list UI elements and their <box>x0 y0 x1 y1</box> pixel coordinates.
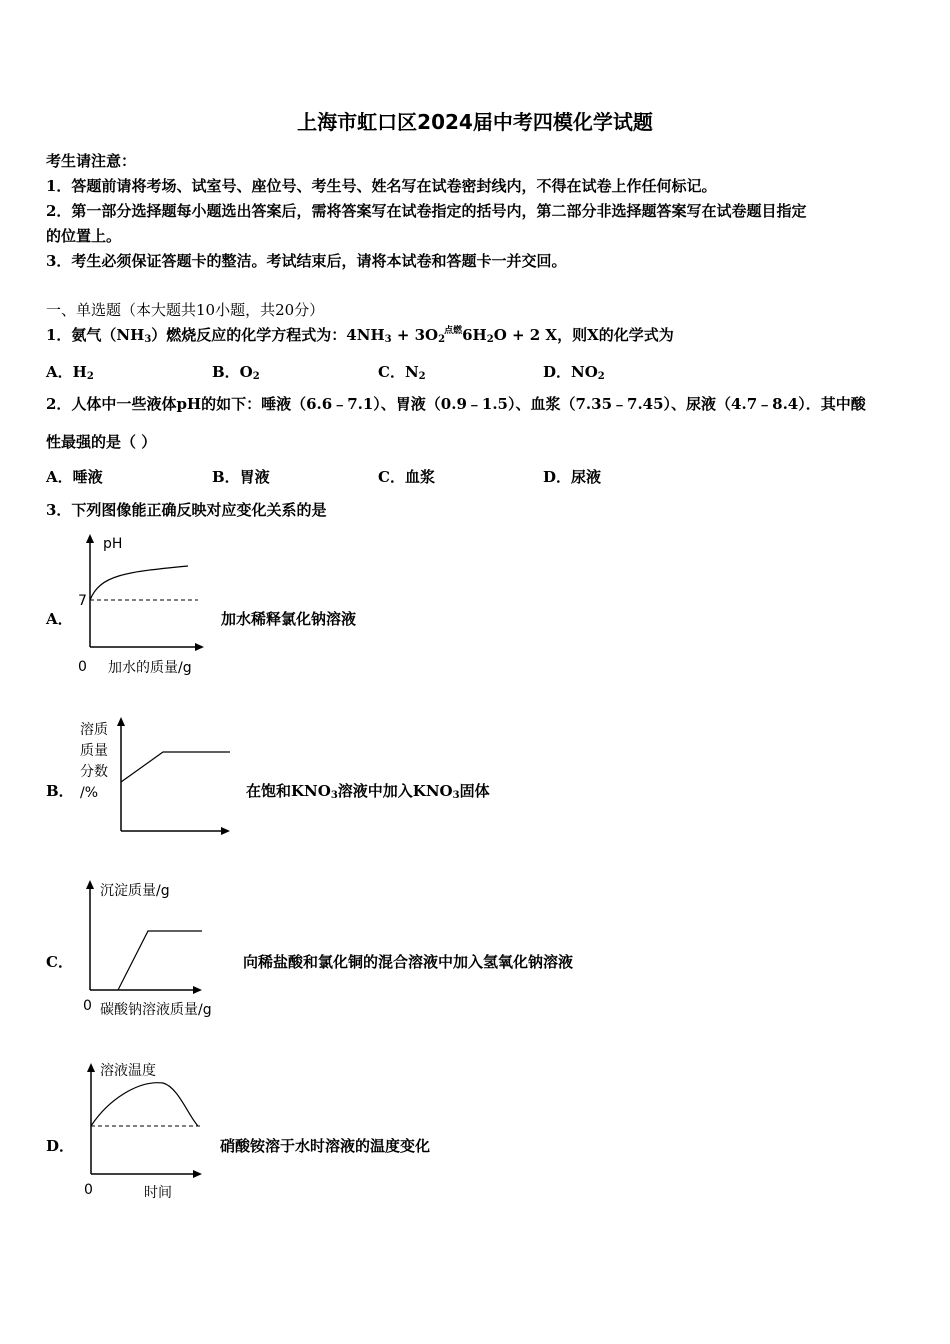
y-axis-label-line-4: /% <box>80 785 99 801</box>
y-axis-label: 沉淀质量/g <box>100 883 170 899</box>
q2-option-d[interactable]: D．尿液 <box>543 468 602 486</box>
q3-option-d-letter[interactable]: D． <box>46 1137 75 1155</box>
q3-graph-c <box>78 874 243 1020</box>
q3-option-a-desc: 加水稀释氯化钠溶液 <box>221 610 357 628</box>
y-axis-arrow <box>86 534 94 543</box>
q3-graph-b <box>78 712 238 840</box>
notice-item-1: 1．答题前请将考场、试室号、座位号、考生号、姓名写在试卷密封线内，不得在试卷上作任何标记。 <box>46 177 717 195</box>
y-axis-label-line-3: 分数 <box>80 764 108 780</box>
question-2-stem-cont: 性最强的是（ ） <box>46 433 157 451</box>
y-axis-label: 溶液温度 <box>100 1063 156 1079</box>
precipitate-line <box>118 931 202 990</box>
q2-option-b[interactable]: B．胃液 <box>212 468 270 486</box>
q1-option-d[interactable]: D．$NO_2$ <box>543 363 605 382</box>
y-tick-7: 7 <box>78 593 87 609</box>
q3-option-b-desc: 在饱和$KNO_3$溶液中加入$KNO_3$固体 <box>246 782 490 801</box>
origin-label: 0 <box>84 1182 93 1198</box>
y-axis-label-line-2: 质量 <box>80 743 108 759</box>
y-axis-arrow <box>117 717 125 726</box>
q3-option-c-desc: 向稀盐酸和氯化铜的混合溶液中加入氢氧化钠溶液 <box>243 953 574 971</box>
x-axis-arrow <box>193 986 202 994</box>
q3-option-c-letter[interactable]: C． <box>46 953 73 971</box>
temperature-curve <box>91 1083 198 1126</box>
notice-item-2: 2．第一部分选择题每小题选出答案后，需将答案写在试卷指定的括号内，第二部分非选择题答案写在试卷题目指定 <box>46 202 807 220</box>
notice-item-2-cont: 的位置上。 <box>46 227 122 245</box>
page-title: 上海市虹口区2024届中考四模化学试题 <box>297 110 653 134</box>
question-3-stem: 3．下列图像能正确反映对应变化关系的是 <box>46 501 327 519</box>
origin-label: 0 <box>83 998 92 1014</box>
y-axis-arrow <box>86 880 94 889</box>
section-heading: 一、单选题（本大题共10小题，共20分） <box>46 301 325 319</box>
q2-option-c[interactable]: C．血浆 <box>378 468 435 486</box>
q1-option-c[interactable]: C．$N_2$ <box>378 363 426 382</box>
mass-fraction-line <box>121 752 230 782</box>
q1-option-a[interactable]: A．$H_2$ <box>46 363 94 382</box>
q3-graph-d <box>78 1055 228 1203</box>
y-axis-label: pH <box>103 536 123 552</box>
ph-curve <box>90 566 188 600</box>
reaction-condition: 点燃 <box>444 326 463 336</box>
origin-label: 0 <box>78 659 87 675</box>
x-axis-label: 时间 <box>144 1185 172 1201</box>
y-axis-arrow <box>87 1063 95 1072</box>
x-axis-label: 加水的质量/g <box>108 660 192 676</box>
x-axis-arrow <box>195 643 204 651</box>
q3-option-a-letter[interactable]: A． <box>46 610 73 628</box>
q2-option-a[interactable]: A．唾液 <box>46 468 103 486</box>
y-axis-label-line-1: 溶质 <box>80 722 108 738</box>
question-2-stem: 2．人体中一些液体pH的如下：唾液（6.6﹣7.1）、胃液（0.9﹣1.5）、血浆（7.35﹣7.45）、尿液（4.7﹣8.4）．其中酸 <box>46 395 866 413</box>
x-axis-label: 碳酸钠溶液质量/g <box>100 1002 212 1018</box>
q3-option-d-desc: 硝酸铵溶于水时溶液的温度变化 <box>220 1137 431 1155</box>
q1-option-b[interactable]: B．$O_2$ <box>212 363 260 382</box>
notice-heading: 考生请注意： <box>46 152 137 170</box>
x-axis-arrow <box>193 1170 202 1178</box>
x-axis-arrow <box>221 827 230 835</box>
q3-option-b-letter[interactable]: B． <box>46 782 74 800</box>
question-1-stem: 1．氨气$(NH_3)$燃烧反应的化学方程式为：$4NH_3 + 3O_2^{点燃}6H_2O + 2$ X，则X的化学式为 <box>46 326 674 345</box>
q3-graph-a <box>70 530 220 685</box>
notice-item-3: 3．考生必须保证答题卡的整洁。考试结束后，请将本试卷和答题卡一并交回。 <box>46 252 567 270</box>
